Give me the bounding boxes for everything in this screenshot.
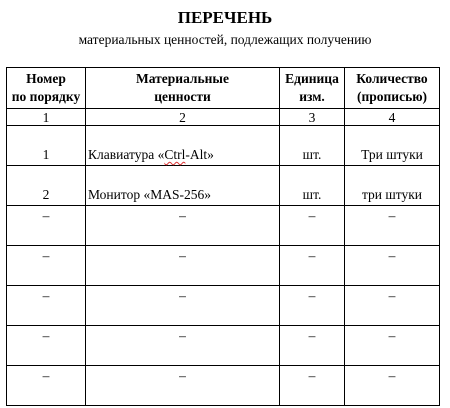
document-subtitle: материальных ценностей, подлежащих получению [78,32,372,47]
dash-cell: – [7,246,86,286]
dash-cell: – [86,286,280,326]
empty-row [7,286,440,326]
item-name-prefix: Монитор «MAS-256» [88,187,211,202]
dash-cell: – [86,326,280,366]
dash-cell: – [280,326,345,366]
header-cell-quantity [345,68,440,109]
empty-row [7,206,440,246]
header-quantity-line1: Количество [356,71,428,86]
dash-cell: – [280,206,345,246]
header-number-line2: по порядку [11,89,81,104]
header-row [7,68,440,109]
row-number: 2 [7,166,86,206]
header-item-line2: ценности [154,89,211,104]
dash-cell: – [280,366,345,406]
table-row [7,126,440,166]
dash-cell: – [345,246,440,286]
column-number: 2 [86,109,280,126]
dash-cell: – [86,246,280,286]
item-quantity: Три штуки [345,126,440,166]
dash-cell: – [280,286,345,326]
header-item-line1: Материальные [136,71,229,86]
dash-cell: – [7,286,86,326]
document-title: ПЕРЕЧЕНЬ [177,8,273,27]
header-cell-number [7,68,86,109]
dash-cell: – [7,206,86,246]
dash-cell: – [7,366,86,406]
dash-cell: – [86,366,280,406]
dash-cell: – [7,326,86,366]
table-row [7,166,440,206]
item-name-spellcheck-word: Ctrl [164,147,186,162]
dash-cell: – [345,326,440,366]
header-unit-line1: Единица [285,71,339,86]
header-cell-item [86,68,280,109]
column-number: 4 [345,109,440,126]
column-number-row [7,109,440,126]
column-number: 1 [7,109,86,126]
header-number-line1: Номер [26,71,66,86]
header-quantity-line2: (прописью) [356,89,428,104]
header-unit-line2: изм. [299,89,325,104]
empty-row [7,246,440,286]
item-name [86,126,280,166]
dash-cell: – [86,206,280,246]
row-number: 1 [7,126,86,166]
item-unit: шт. [280,166,345,206]
item-name-prefix: Клавиатура « [88,147,165,162]
items-table [6,67,440,406]
empty-row [7,366,440,406]
dash-cell: – [345,206,440,246]
item-name [86,166,280,206]
item-quantity: три штуки [345,166,440,206]
dash-cell: – [345,286,440,326]
dash-cell: – [345,366,440,406]
column-number: 3 [280,109,345,126]
item-name-suffix: -Alt» [185,147,214,162]
item-unit: шт. [280,126,345,166]
dash-cell: – [280,246,345,286]
header-cell-unit [280,68,345,109]
empty-row [7,326,440,366]
